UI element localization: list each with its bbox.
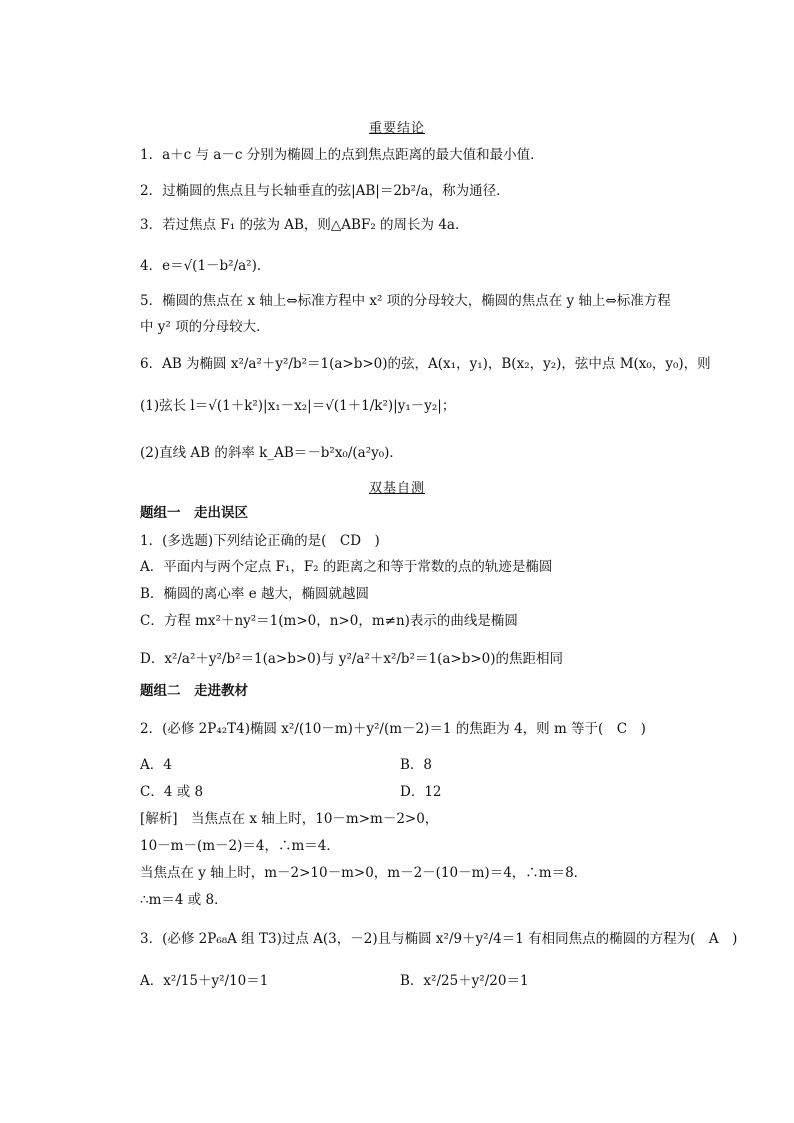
question-2-analysis-4: ∴m＝4 或 8． bbox=[140, 892, 228, 908]
question-1-stem: 1．(多选题)下列结论正确的是( CD ) bbox=[140, 533, 380, 549]
conclusion-3: 3．若过焦点 F₁ 的弦为 AB，则△ABF₂ 的周长为 4a． bbox=[140, 217, 469, 233]
section-title-self-test: 双基自测 bbox=[368, 481, 425, 496]
question-2-stem: 2．(必修 2P₄₂T4)椭圆 x²/(10－m)＋y²/(m－2)＝1 的焦距为 4，则 m 等于( C ) bbox=[140, 721, 646, 737]
question-3-option-b: B．x²/25＋y²/20＝1 bbox=[400, 973, 529, 989]
conclusion-6-1: (1)弦长 l＝√(1＋k²)|x₁－x₂|＝√(1＋1/k²)|y₁－y₂|； bbox=[140, 398, 456, 414]
conclusion-4: 4．e＝√(1－b²/a²)． bbox=[140, 258, 271, 274]
question-3-stem: 3．(必修 2P₆₈A 组 T3)过点 A(3，－2)且与椭圆 x²/9＋y²/4＝1 有相同焦点的椭圆的方程为( A ) bbox=[140, 931, 738, 947]
question-2-analysis-2: 10－m－(m－2)＝4，∴m＝4． bbox=[140, 838, 340, 854]
question-2-option-a: A．4 bbox=[140, 757, 172, 773]
question-1-option-d: D．x²/a²＋y²/b²＝1(a>b>0)与 y²/a²＋x²/b²＝1(a>b>0)的焦距相同 bbox=[140, 651, 564, 667]
conclusion-5-line1: 5．椭圆的焦点在 x 轴上⇔标准方程中 x² 项的分母较大，椭圆的焦点在 y 轴上⇔标准方程 bbox=[140, 293, 671, 309]
question-2-option-d: D．12 bbox=[400, 784, 442, 800]
conclusion-5-line2: 中 y² 项的分母较大． bbox=[140, 319, 270, 335]
group-2-title: 题组二 走进教材 bbox=[140, 683, 248, 699]
question-1-option-a: A．平面内与两个定点 F₁，F₂ 的距离之和等于常数的点的轨迹是椭圆 bbox=[140, 559, 553, 575]
question-2-analysis-1: [解析] 当焦点在 x 轴上时，10－m>m－2>0， bbox=[140, 811, 439, 827]
question-3-option-a: A．x²/15＋y²/10＝1 bbox=[140, 973, 269, 989]
section-title-conclusions: 重要结论 bbox=[368, 121, 425, 136]
conclusion-6: 6．AB 为椭圆 x²/a²＋y²/b²＝1(a>b>0)的弦，A(x₁，y₁)，B(x₂，y₂)，弦中点 M(x₀，y₀)，则 bbox=[140, 356, 711, 372]
question-1-option-b: B．椭圆的离心率 e 越大，椭圆就越圆 bbox=[140, 586, 369, 602]
group-1-title: 题组一 走出误区 bbox=[140, 505, 248, 521]
question-2-option-b: B．8 bbox=[400, 757, 433, 773]
conclusion-2: 2．过椭圆的焦点且与长轴垂直的弦|AB|＝2b²/a，称为通径． bbox=[140, 183, 510, 199]
question-1-option-c: C．方程 mx²＋ny²＝1(m>0，n>0，m≠n)表示的曲线是椭圆 bbox=[140, 613, 518, 629]
question-2-analysis-3: 当焦点在 y 轴上时，m－2>10－m>0，m－2－(10－m)＝4，∴m＝8． bbox=[140, 865, 588, 881]
conclusion-6-2: (2)直线 AB 的斜率 k_AB＝－b²x₀/(a²y₀)． bbox=[140, 445, 403, 461]
question-2-option-c: C．4 或 8 bbox=[140, 784, 204, 800]
conclusion-1: 1．a＋c 与 a－c 分别为椭圆上的点到焦点距离的最大值和最小值． bbox=[140, 147, 544, 163]
